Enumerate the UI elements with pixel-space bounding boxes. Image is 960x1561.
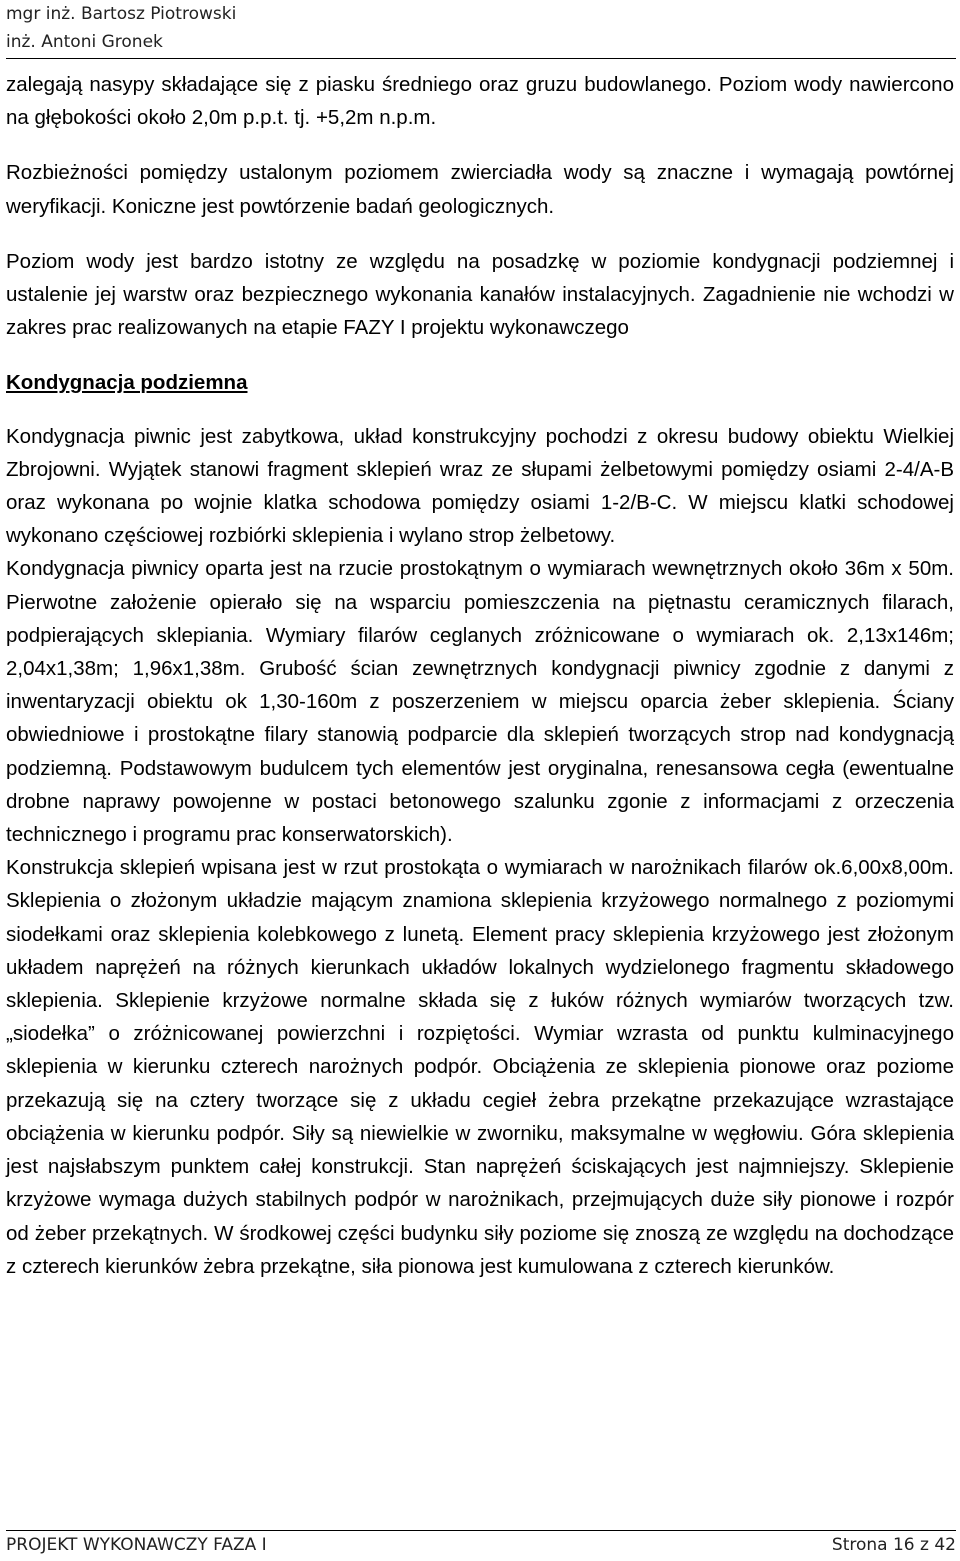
section-heading: Kondygnacja podziemna	[6, 371, 248, 395]
paragraph-basement-plan: Kondygnacja piwnicy oparta jest na rzucie prostokątnym o wymiarach wewnętrznych około 36m x 50m. Pierwotne założenie opierało się na wsparciu pomieszczenia na piętnastu ceramicznych filarach, podpierających sklepiania. Wymiary filarów ceglanych zróżnicowane o wymiarach ok. 2,13x146m; 2,04x1,38m; 1,96x1,38m. Grubość ścian zewnętrznych kondygnacji piwnicy zgodnie z danymi z inwentaryzacji obiektu ok 1,30-160m z poszerzeniem w miejscu oparcia żeber sklepienia. Ściany obwiedniowe i prostokątne filary stanowią podparcie dla sklepień tworzących strop nad kondygnacją podziemną. Podstawowym budulcem tych elementów jest oryginalna, renesansowa cegła (ewentualne drobne naprawy powojenne w postaci betonowego szalunku zgonie z informacjami z orzeczenia technicznego i programu prac konserwatorskich).	[6, 557, 954, 847]
page-header	[6, 0, 956, 59]
footer-page-number: Strona 16 z 42	[831, 1535, 956, 1555]
header-author-1: mgr inż. Bartosz Piotrowski	[6, 4, 237, 24]
paragraph-groundwater-level: zalegają nasypy składające się z piasku średniego oraz gruzu budowlanego. Poziom wody nawiercono na głębokości około 2,0m p.p.t. tj. +5,2m n.p.m.	[6, 73, 954, 130]
paragraph-discrepancies: Rozbieżności pomiędzy ustalonym poziomem zwierciadła wody są znaczne i wymagają powtórnej weryfikacji. Koniczne jest powtórzenie badań geologicznych.	[6, 161, 954, 218]
paragraph-basement-historic: Kondygnacja piwnic jest zabytkowa, układ konstrukcyjny pochodzi z okresu budowy obiektu Wielkiej Zbrojowni. Wyjątek stanowi fragment sklepień wraz ze słupami żelbetowymi pomiędzy osiami 2-4/A-B oraz wykonana po wojnie klatka schodowa pomiędzy osiami 1-2/B-C. W miejscu klatki schodowej wykonano częściowej rozbiórki sklepienia i wylano strop żelbetowy.	[6, 424, 954, 548]
page-footer	[6, 1530, 956, 1555]
document-body	[6, 68, 954, 1283]
footer-project-title: PROJEKT WYKONAWCZY FAZA I	[6, 1535, 267, 1555]
paragraph-water-importance: Poziom wody jest bardzo istotny ze względu na posadzkę w poziomie kondygnacji podziemnej i ustalenie jej warstw oraz bezpiecznego wykonania kanałów instalacyjnych. Zagadnienie nie wchodzi w zakres prac realizowanych na etapie FAZY I projektu wykonawczego	[6, 249, 954, 340]
paragraph-vault-construction: Konstrukcja sklepień wpisana jest w rzut prostokąta o wymiarach w narożnikach filarów ok.6,00x8,00m. Sklepienia o złożonym układzie mającym znamiona sklepienia krzyżowego normalnego z poziomymi siodełkami oraz sklepienia kolebkowego z lunetą. Element pracy sklepienia krzyżowego jest złożonym układem naprężeń na różnych kierunkach układów lokalnych wydzielonego fragmentu składowego sklepienia. Sklepienie krzyżowe normalne składa się z łuków różnych wymiarów tworzących tzw. „siodełka” o zróżnicowanej powierzchni i rozpiętości. Wymiar wzrasta od punktu kulminacyjnego sklepienia w kierunku czterech narożnych podpór. Obciążenia ze sklepienia pionowe oraz poziome przekazują się na cztery tworzące się z układu cegieł żebra przekątne przekazujące wzrastające obciążenia w kierunku podpór. Siły są niewielkie w zworniku, maksymalne w węgłowiu. Góra sklepienia jest najsłabszym punktem całej konstrukcji. Stan naprężeń ściskających jest najmniejszy. Sklepienie krzyżowe wymaga dużych stabilnych podpór w narożnikach, przejmujących duże siły pionowe i rozpór od żeber przekątnych. W środkowej części budynku siły poziome się znoszą ze względu na dochodzące z czterech kierunków żebra przekątne, siła pionowa jest kumulowana z czterech kierunków.	[6, 856, 954, 1278]
header-author-2: inż. Antoni Gronek	[6, 32, 163, 52]
